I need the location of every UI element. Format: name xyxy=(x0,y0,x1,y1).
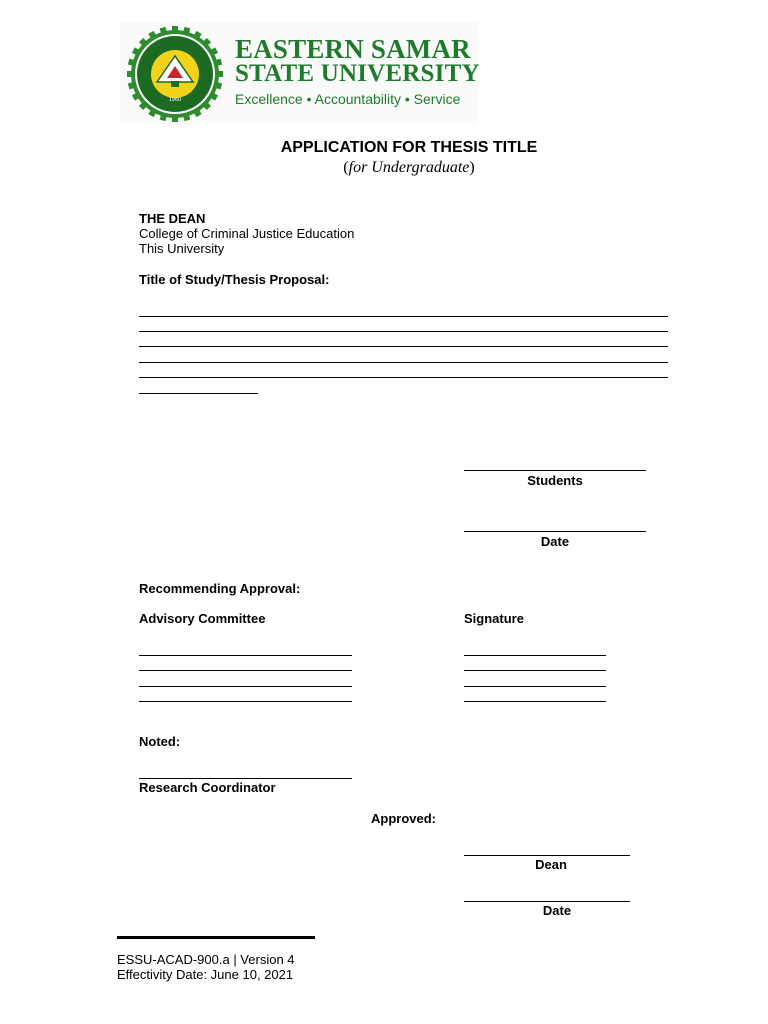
research-coordinator-label: Research Coordinator xyxy=(139,780,276,795)
addressee-name: THE DEAN xyxy=(139,211,206,226)
students-label: Students xyxy=(527,473,583,488)
advisory-signature-line[interactable] xyxy=(464,670,606,671)
university-seal-icon xyxy=(127,26,223,122)
advisory-signature-line[interactable] xyxy=(464,701,606,702)
advisory-name-line[interactable] xyxy=(139,655,352,656)
proposal-line[interactable] xyxy=(139,393,258,394)
footer-effectivity: Effectivity Date: June 10, 2021 xyxy=(117,967,294,982)
advisory-committee-label: Advisory Committee xyxy=(139,611,266,626)
dean-date-line[interactable] xyxy=(464,901,630,902)
recommending-label: Recommending Approval: xyxy=(139,581,301,596)
university-name-line2: STATE UNIVERSITY xyxy=(235,60,480,87)
advisory-signature-line[interactable] xyxy=(464,655,606,656)
advisory-name-line[interactable] xyxy=(139,686,352,687)
signature-label: Signature xyxy=(464,611,524,626)
dean-date-label: Date xyxy=(542,903,572,918)
students-signature-line[interactable] xyxy=(464,470,646,471)
footer-rule xyxy=(117,936,315,939)
advisory-name-line[interactable] xyxy=(139,701,352,702)
advisory-name-line[interactable] xyxy=(139,670,352,671)
form-subtitle-text: for Undergraduate xyxy=(348,159,470,176)
proposal-line[interactable] xyxy=(139,331,668,332)
footer-doc-code: ESSU-ACAD-900.a | Version 4 xyxy=(117,952,295,967)
advisory-signature-line[interactable] xyxy=(464,686,606,687)
svg-text:1960: 1960 xyxy=(168,97,182,103)
university-motto: Excellence • Accountability • Service xyxy=(235,91,461,107)
proposal-line[interactable] xyxy=(139,377,668,378)
form-subtitle: (for Undergraduate) xyxy=(343,159,475,176)
noted-label: Noted: xyxy=(139,734,181,749)
proposal-line[interactable] xyxy=(139,346,668,347)
student-date-line[interactable] xyxy=(464,531,646,532)
student-date-label: Date xyxy=(540,534,570,549)
approved-label: Approved: xyxy=(371,811,436,826)
form-title: APPLICATION FOR THESIS TITLE xyxy=(280,139,538,156)
dean-signature-line[interactable] xyxy=(464,855,630,856)
addressee-college: College of Criminal Justice Education xyxy=(139,226,355,241)
proposal-label: Title of Study/Thesis Proposal: xyxy=(139,272,330,287)
proposal-line[interactable] xyxy=(139,316,668,317)
proposal-line[interactable] xyxy=(139,362,668,363)
university-name-line1: EASTERN SAMAR xyxy=(235,34,471,64)
dean-label: Dean xyxy=(535,857,567,872)
research-coordinator-line[interactable] xyxy=(139,778,352,779)
addressee-university: This University xyxy=(139,241,225,256)
